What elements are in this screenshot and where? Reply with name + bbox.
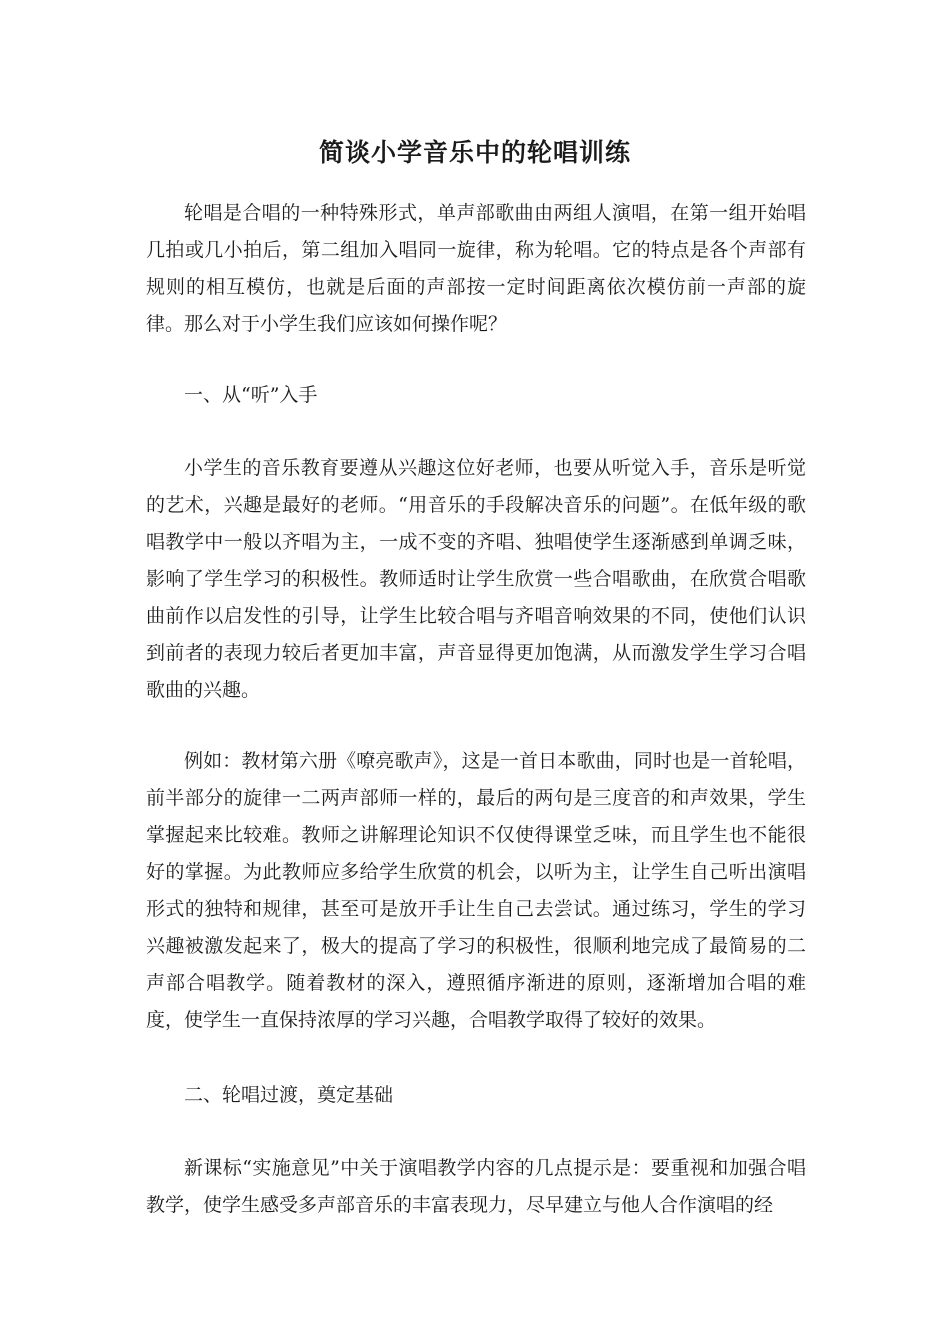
body-paragraph-3: 例如：教材第六册《嘹亮歌声》，这是一首日本歌曲，同时也是一首轮唱，前半部分的旋律一二两声部师一样的，最后的两句是三度音的和声效果，学生掌握起来比较难。教师之讲解理论知识不仅使得课堂乏味，而且学生也不能很好的掌握。为此教师应多给学生欣赏的机会，以听为主，让学生自己听出演唱形式的独特和规律，甚至可是放开手让生自己去尝试。通过练习，学生的学习兴趣被激发起来了，极大的提高了学习的积极性，很顺利地完成了最简易的二声部合唱教学。随着教材的深入，遵照循序渐进的原则，逐渐增加合唱的难度，使学生一直保持浓厚的学习兴趣，合唱教学取得了较好的效果。 <box>146 750 806 1031</box>
section-heading-2: 二、轮唱过渡，奠定基础 <box>184 1084 394 1106</box>
document-title: 简谈小学音乐中的轮唱训练 <box>318 138 631 167</box>
body-paragraph-2: 小学生的音乐教育要遵从兴趣这位好老师，也要从听觉入手，音乐是听觉的艺术，兴趣是最好的老师。“用音乐的手段解决音乐的问题”。在低年级的歌唱教学中一般以齐唱为主，一成不变的齐唱、独唱使学生逐渐感到单调乏味，影响了学生学习的积极性。教师适时让学生欣赏一些合唱歌曲，在欣赏合唱歌曲前作以启发性的引导，让学生比较合唱与齐唱音响效果的不同，使他们认识到前者的表现力较后者更加丰富，声音显得更加饱满，从而激发学生学习合唱歌曲的兴趣。 <box>146 457 806 701</box>
body-paragraph-4: 新课标“实施意见”中关于演唱教学内容的几点提示是：要重视和加强合唱教学，使学生感受多声部音乐的丰富表现力，尽早建立与他人合作演唱的经 <box>146 1157 806 1216</box>
section-heading-1: 一、从“听”入手 <box>184 384 318 406</box>
intro-paragraph: 轮唱是合唱的一种特殊形式，单声部歌曲由两组人演唱，在第一组开始唱几拍或几小拍后，第二组加入唱同一旋律，称为轮唱。它的特点是各个声部有规则的相互模仿，也就是后面的声部按一定时间距离依次模仿前一声部的旋律。那么对于小学生我们应该如何操作呢？ <box>146 202 806 335</box>
